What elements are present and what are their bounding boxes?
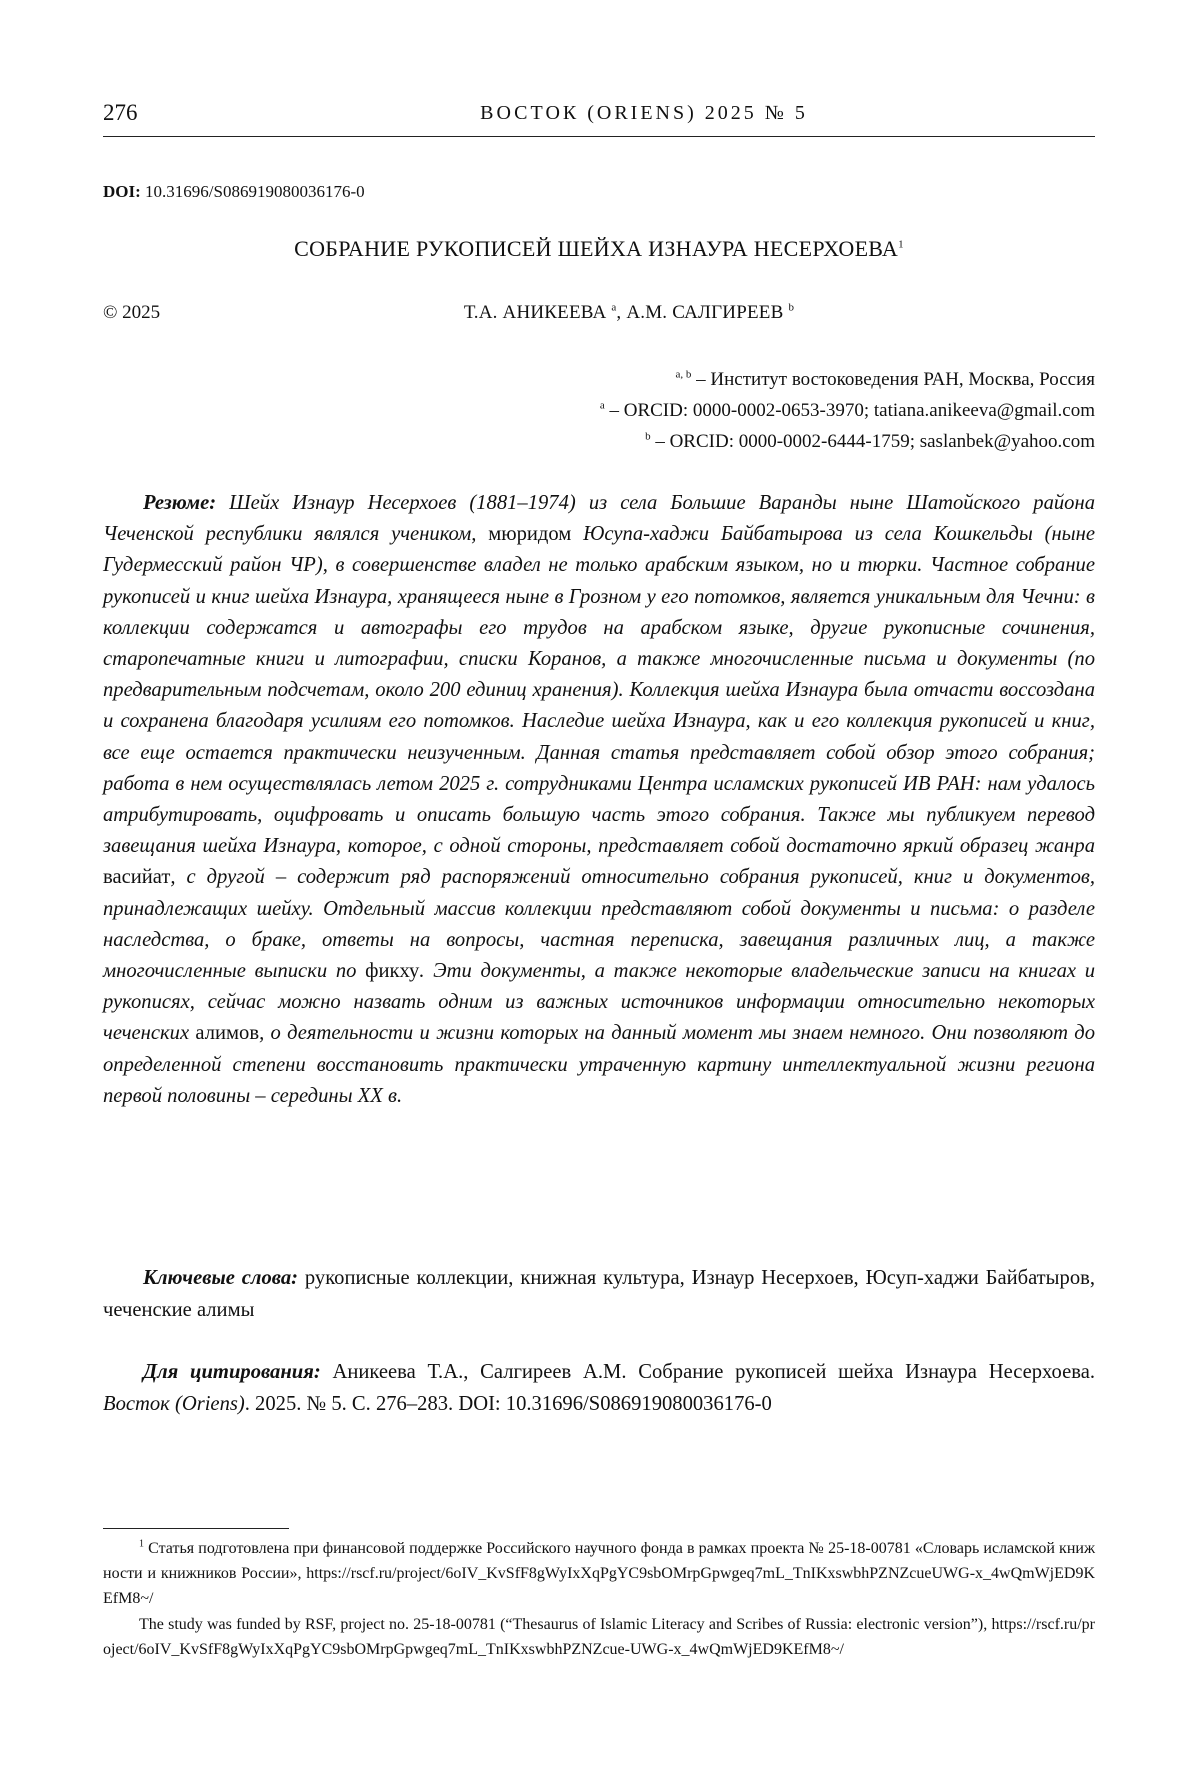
abstract-term: алимов (195, 1022, 260, 1045)
affiliation-orcid-a (600, 395, 1095, 426)
article-title-text: СОБРАНИЕ РУКОПИСЕЙ ШЕЙХА ИЗНАУРА НЕСЕРХОЕВА (294, 236, 899, 261)
author-anikeeva: Т.А. АНИКЕЕВА (463, 302, 607, 323)
abstract-text: Юсупа-хаджи Байбатырова из села Кошкельды (ныне Гудермесский район ЧР), в совершенстве владел не только арабским языком, но и тюрки. Частное собрание рукописей и книг шейха Изнаура, хранящееся ныне в Грозном у его потомков, является уникальным для Чечни: в коллекции содержатся и автографы его трудов на арабском языке, другие рукописные сочинения, старопечатные книги и литографии, списки Коранов, а также многочисленные письма и документы (по предварительным подсчетам, около 200 единиц хранения). Коллекция шейха Изнаура была отчасти воссоздана и сохранена благодаря усилиям его потомков. Наследие шейха Изнаура, как и его коллекция рукописей и книг, все еще остается практически неизученным. Данная статья представляет собой обзор этого собрания; работа в нем осуществлялась летом 2025 г. сотрудниками Центра исламских рукописей ИВ РАН: нам удалось атрибутировать, оцифровать и описать большую часть этого собрания. Также мы публикуем перевод завещания шейха Изнаура, которое, с одной стороны, представляет собой достаточно яркий образец жанра (103, 523, 1095, 858)
affiliation-institute (600, 364, 1095, 395)
abstract-text: Шейх Изнаур Несерхоев (1881–1974) из села Большие Варанды ныне Шатойского района Чеченской республики являлся учеником, (103, 492, 1095, 546)
abstract-text: , с другой – содержит ряд распоряжений относительно собрания рукописей, книг и документов, принадлежащих шейху. Отдельный массив коллекции представляют собой документы и письма: о разделе наследства, о браке, ответы на вопросы, частная переписка, завещания различных лиц, а также многочисленные выписки по (103, 866, 1095, 983)
abstract-term: васийат (103, 866, 171, 889)
abstract-text: . Эти документы, а также некоторые владельческие записи на книгах и рукописях, сейчас можно назвать одним из важных источников информации относительно некоторых чеченских (103, 960, 1096, 1045)
author-separator: , (616, 302, 622, 323)
abstract-term: мюридом (488, 523, 572, 546)
author-salgireev-mark: b (788, 301, 795, 314)
citation (103, 1356, 1095, 1420)
running-header (103, 100, 1095, 137)
copyright: © 2025 (103, 302, 161, 323)
abstract-text: , о деятельности и жизни которых на данный момент мы знаем немного. Они позволяют до определенной степени восстановить практически утраченную картину интеллектуальной жизни региона первой половины – середины XX в. (103, 1022, 1095, 1107)
footnote-mark: 1 (139, 1538, 144, 1550)
keywords (103, 1262, 1095, 1326)
affiliation-mark: a, b (675, 368, 692, 381)
affiliations (600, 364, 1095, 457)
author-anikeeva-mark: a (611, 301, 617, 314)
doi-value[interactable]: 10.31696/S086919080036176-0 (145, 182, 365, 201)
affiliation-mark: b (645, 430, 651, 443)
title-footnote-mark[interactable]: 1 (898, 238, 904, 251)
affiliation-text: – ORCID: 0000-0002-6444-1759; saslanbek@yahoo.com (655, 431, 1095, 452)
doi-label: DOI: (103, 182, 141, 201)
affiliation-text: – ORCID: 0000-0002-0653-3970; tatiana.anikeeva@gmail.com (609, 400, 1095, 421)
footnote-en (103, 1612, 1095, 1662)
footnote-ru (103, 1536, 1095, 1611)
affiliation-mark: a (599, 399, 605, 412)
citation-label: Для цитирования: (143, 1361, 321, 1383)
citation-text: . 2025. № 5. С. 276–283. DOI: 10.31696/S086919080036176-0 (244, 1393, 772, 1415)
article-title (103, 236, 1095, 262)
footnote-ru-text: Статья подготовлена при финансовой поддержке Российского научного фонда в рамках проекта № 25-18-00781 «Словарь исламской книжности и книжников России», https://rscf.ru/project/6oIV_KvSfF8gWyIxXqPgYC9sbOMrpGpwgeq7mL_TnIKxswbhPZNZcueUWG-x_4wQmWjED9KEfM8~/ (103, 1540, 1095, 1607)
citation-text: Аникеева Т.А., Салгиреев А.М. Собрание рукописей шейха Изнаура Несерхоева. (320, 1361, 1095, 1383)
affiliation-orcid-b (600, 426, 1095, 457)
keywords-text: рукописные коллекции, книжная культура, Изнаур Несерхоев, Юсуп-хаджи Байбатыров, чеченские алимы (103, 1267, 1095, 1321)
keywords-label: Ключевые слова: (143, 1267, 298, 1289)
authors-line (103, 302, 1125, 324)
affiliation-text: – Институт востоковедения РАН, Москва, Россия (696, 369, 1095, 390)
page-number: 276 (103, 100, 138, 125)
doi-line (103, 182, 365, 202)
abstract (103, 488, 1095, 1112)
footnote-rule (103, 1528, 289, 1529)
abstract-term: фикху (365, 960, 420, 983)
abstract-label: Резюме: (143, 492, 217, 514)
journal-title: ВОСТОК (ORIENS) 2025 № 5 (480, 102, 808, 124)
author-salgireev: А.М. САЛГИРЕЕВ (626, 302, 784, 323)
footnote-en-text: The study was funded by RSF, project no. 25-18-00781 (“Thesaurus of Islamic Literacy and Scribes of Russia: electronic version”), https://rscf.ru/project/6oIV_KvSfF8gWyIxXqPgYC9sbOMrpGpwgeq7mL_TnIKxswbhPZNZcue-UWG-x_4wQmWjED9KEfM8~/ (103, 1616, 1095, 1658)
citation-journal: Восток (Oriens) (103, 1393, 245, 1415)
